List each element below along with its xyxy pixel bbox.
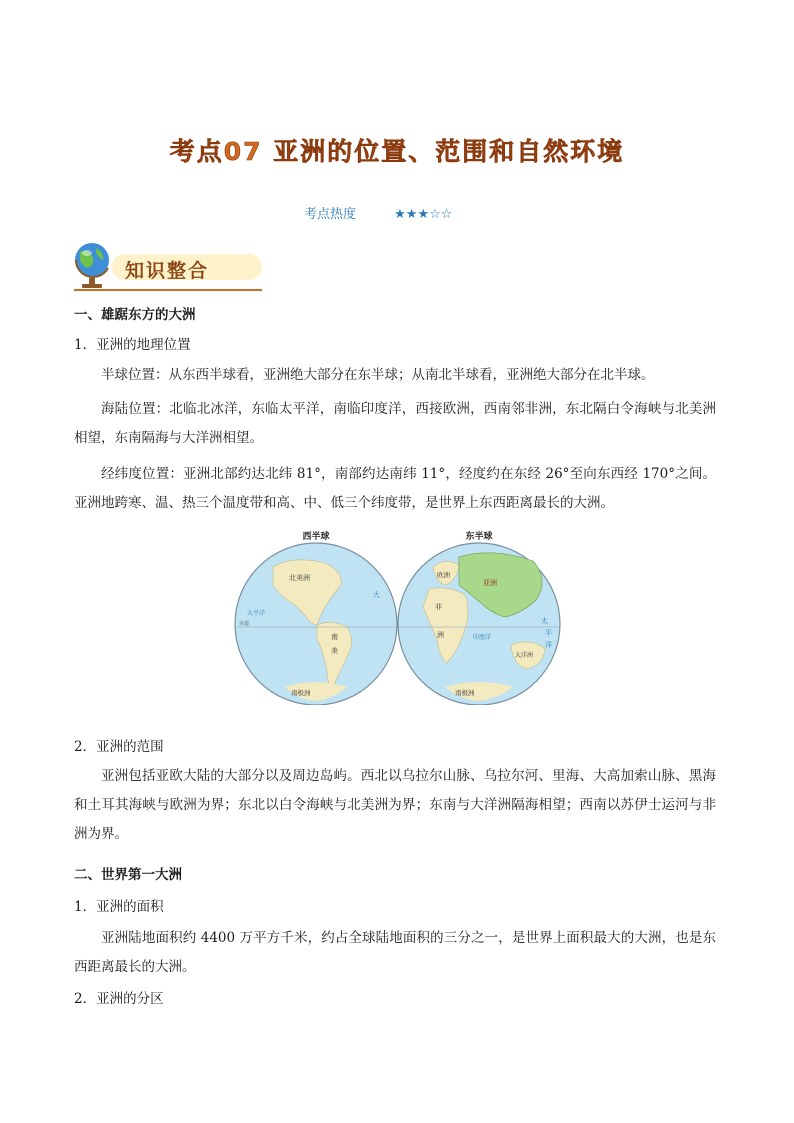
hemispheres-map bbox=[233, 527, 563, 705]
heading-asia-range: 2．亚洲的范围 bbox=[74, 739, 164, 755]
para-hemisphere: 半球位置：从东西半球看，亚洲绝大部分在东半球；从南北半球看，亚洲绝大部分在北半球。 bbox=[101, 367, 655, 383]
heading-geo-position: 1．亚洲的地理位置 bbox=[74, 337, 191, 353]
heading-asia-regions: 2．亚洲的分区 bbox=[74, 991, 164, 1007]
para-lat-lon: 经纬度位置：亚洲北部约达北纬 81°，南部约达南纬 11°，经度约在东经 26°至向东西经 170°之间。亚洲地跨寒、温、热三个温度带和高、中、低三个纬度带，是世界上东西距离最长的大洲。 bbox=[74, 466, 716, 511]
heat-label: 考点热度 bbox=[304, 207, 357, 222]
eastern-hemisphere bbox=[398, 530, 560, 705]
label-atlantic-west: 大 bbox=[373, 591, 380, 599]
heading-asia-area: 1．亚洲的面积 bbox=[74, 899, 164, 915]
label-pacific-west: 太平洋 bbox=[247, 610, 266, 617]
heading-section-1: 一、雄踞东方的大洲 bbox=[74, 307, 196, 323]
label-date-line: 赤道 bbox=[239, 621, 250, 627]
label-south-america-1: 南 bbox=[331, 633, 338, 641]
label-africa-1: 非 bbox=[435, 603, 442, 611]
label-oceania: 大洋洲 bbox=[515, 652, 534, 659]
label-pacific-east-1: 太 bbox=[541, 617, 548, 625]
label-indian-ocean: 印度洋 bbox=[473, 634, 492, 641]
label-antarctica-west: 南极洲 bbox=[291, 689, 311, 697]
heat-stars: ★★★☆☆ bbox=[394, 207, 453, 222]
label-europe: 欧洲 bbox=[437, 571, 450, 579]
label-antarctica-east: 南极洲 bbox=[455, 689, 475, 697]
para-area: 亚洲陆地面积约 4400 万平方千米，约占全球陆地面积的三分之一，是世界上面积最大的大洲，也是东西距离最长的大洲。 bbox=[74, 930, 716, 975]
heading-section-2: 二、世界第一大洲 bbox=[74, 867, 182, 883]
heat-rating bbox=[304, 203, 452, 222]
badge-label: 知识整合 bbox=[125, 260, 210, 282]
label-pacific-east-2: 平 bbox=[545, 629, 552, 637]
label-africa-2: 洲 bbox=[437, 631, 444, 639]
label-north-america: 北美洲 bbox=[289, 574, 310, 582]
globe-icon bbox=[75, 243, 109, 288]
western-hemisphere bbox=[235, 530, 397, 705]
label-south-america-2: 美 bbox=[331, 647, 338, 655]
label-asia: 亚洲 bbox=[483, 579, 497, 587]
para-range: 亚洲包括亚欧大陆的大部分以及周边岛屿。西北以乌拉尔山脉、乌拉尔河、里海、大高加索山脉、黑海和土耳其海峡与欧洲为界；东北以白令海峡与北美洲为界；东南与大洋洲隔海相望；西南以苏伊士运河与非洲为界。 bbox=[74, 768, 716, 842]
west-hemisphere-title: 西半球 bbox=[302, 532, 330, 542]
label-pacific-east-3: 洋 bbox=[545, 641, 552, 649]
east-hemisphere-title: 东半球 bbox=[465, 532, 493, 542]
page-title: 考点07 亚洲的位置、范围和自然环境 bbox=[169, 137, 625, 166]
para-land-sea: 海陆位置：北临北冰洋，东临太平洋，南临印度洋，西接欧洲，西南邻非洲，东北隔白令海峡与北美洲相望，东南隔海与大洋洲相望。 bbox=[74, 401, 716, 446]
